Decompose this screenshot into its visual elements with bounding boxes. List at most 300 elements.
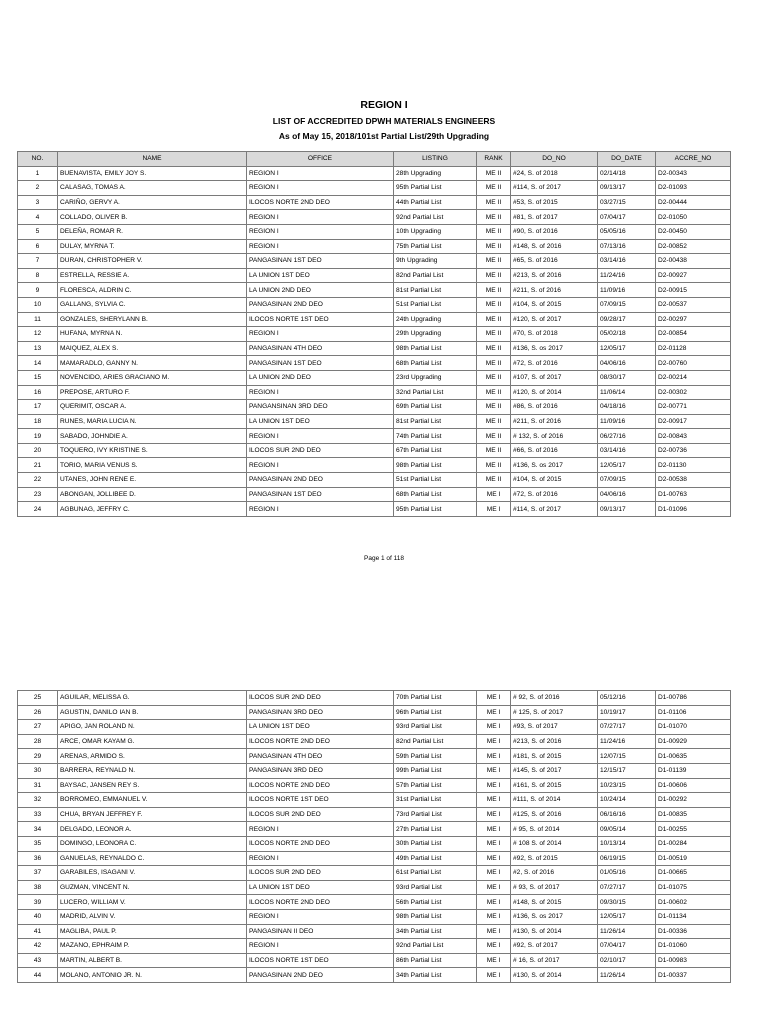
- table-row: [18, 895, 731, 910]
- cell-office: REGION I: [247, 822, 394, 837]
- cell-name: GANUELAS, REYNALDO C.: [58, 851, 247, 866]
- cell-accre-no: D1-01070: [656, 720, 731, 735]
- cell-name: QUERIMIT, OSCAR A.: [58, 400, 247, 415]
- cell-rank: ME II: [477, 458, 511, 473]
- cell-no: 19: [18, 429, 58, 444]
- cell-do-date: 09/05/14: [598, 822, 656, 837]
- cell-rank: ME I: [477, 968, 511, 983]
- cell-office: PANGASINAN 1ST DEO: [247, 487, 394, 502]
- cell-name: TORIO, MARIA VENUS S.: [58, 458, 247, 473]
- table-row: [18, 429, 731, 444]
- cell-office: ILOCOS SUR 2ND DEO: [247, 866, 394, 881]
- cell-no: 39: [18, 895, 58, 910]
- cell-listing: 51st Partial List: [394, 297, 477, 312]
- table-row: [18, 166, 731, 181]
- cell-accre-no: D2-00852: [656, 239, 731, 254]
- cell-name: AGUSTIN, DANILO IAN B.: [58, 705, 247, 720]
- cell-office: ILOCOS SUR 2ND DEO: [247, 807, 394, 822]
- cell-rank: ME II: [477, 356, 511, 371]
- cell-name: TOQUERO, IVY KRISTINE S.: [58, 443, 247, 458]
- cell-rank: ME I: [477, 734, 511, 749]
- col-header-office: OFFICE: [247, 152, 394, 167]
- cell-accre-no: D1-00602: [656, 895, 731, 910]
- cell-no: 26: [18, 705, 58, 720]
- cell-do-no: #24, S. of 2018: [511, 166, 598, 181]
- cell-do-no: #104, S. of 2015: [511, 297, 598, 312]
- cell-office: ILOCOS SUR 2ND DEO: [247, 691, 394, 706]
- table-row: [18, 734, 731, 749]
- cell-do-no: #53, S. of 2015: [511, 195, 598, 210]
- cell-do-no: #120, S. of 2017: [511, 312, 598, 327]
- cell-do-no: #211, S. of 2016: [511, 414, 598, 429]
- cell-name: ESTRELLA, RESSIE A.: [58, 268, 247, 283]
- cell-name: MADRID, ALVIN V.: [58, 909, 247, 924]
- table-row: [18, 297, 731, 312]
- as-of-line: As of May 15, 2018/101st Partial List/29th Upgrading: [278, 131, 490, 141]
- cell-do-no: #2, S. of 2016: [511, 866, 598, 881]
- cell-accre-no: D1-00336: [656, 924, 731, 939]
- cell-do-date: 09/30/15: [598, 895, 656, 910]
- cell-office: PANGASINAN 3RD DEO: [247, 705, 394, 720]
- cell-do-no: #130, S. of 2014: [511, 924, 598, 939]
- cell-do-no: #130, S. of 2014: [511, 968, 598, 983]
- cell-no: 13: [18, 341, 58, 356]
- cell-office: REGION I: [247, 239, 394, 254]
- cell-office: REGION I: [247, 166, 394, 181]
- table-row: [18, 370, 731, 385]
- cell-name: APIGO, JAN ROLAND N.: [58, 720, 247, 735]
- table-row: [18, 836, 731, 851]
- cell-listing: 68th Partial List: [394, 487, 477, 502]
- cell-do-no: #104, S. of 2015: [511, 473, 598, 488]
- cell-do-no: #125, S. of 2016: [511, 807, 598, 822]
- cell-office: PANGASINAN 1ST DEO: [247, 356, 394, 371]
- cell-do-no: #114, S. of 2017: [511, 502, 598, 517]
- cell-rank: ME I: [477, 851, 511, 866]
- cell-listing: 82nd Partial List: [394, 734, 477, 749]
- cell-listing: 95th Partial List: [394, 181, 477, 196]
- cell-accre-no: D2-01130: [656, 458, 731, 473]
- cell-listing: 67th Partial List: [394, 443, 477, 458]
- document-header: [0, 98, 768, 143]
- cell-accre-no: D2-00927: [656, 268, 731, 283]
- cell-name: SABADO, JOHNDIE A.: [58, 429, 247, 444]
- cell-office: PANGASINAN 4TH DEO: [247, 341, 394, 356]
- cell-rank: ME I: [477, 866, 511, 881]
- cell-name: MAMARADLO, GANNY N.: [58, 356, 247, 371]
- cell-accre-no: D2-00444: [656, 195, 731, 210]
- cell-no: 37: [18, 866, 58, 881]
- cell-listing: 81st Partial List: [394, 414, 477, 429]
- cell-office: PANGASINAN 3RD DEO: [247, 763, 394, 778]
- cell-accre-no: D1-00635: [656, 749, 731, 764]
- cell-rank: ME I: [477, 793, 511, 808]
- cell-name: GUZMAN, VINCENT N.: [58, 880, 247, 895]
- cell-no: 21: [18, 458, 58, 473]
- cell-no: 34: [18, 822, 58, 837]
- table-row: [18, 181, 731, 196]
- table-row: [18, 268, 731, 283]
- cell-name: BUENAVISTA, EMILY JOY S.: [58, 166, 247, 181]
- cell-office: REGION I: [247, 502, 394, 517]
- cell-no: 33: [18, 807, 58, 822]
- col-header-listing: LISTING: [394, 152, 477, 167]
- cell-do-no: # 108 S. of 2014: [511, 836, 598, 851]
- cell-listing: 74th Partial List: [394, 429, 477, 444]
- cell-do-date: 02/14/18: [598, 166, 656, 181]
- cell-accre-no: D1-00665: [656, 866, 731, 881]
- cell-rank: ME I: [477, 778, 511, 793]
- cell-no: 7: [18, 254, 58, 269]
- cell-no: 32: [18, 793, 58, 808]
- cell-listing: 31st Partial List: [394, 793, 477, 808]
- cell-listing: 86th Partial List: [394, 953, 477, 968]
- cell-do-date: 07/13/16: [598, 239, 656, 254]
- cell-accre-no: D2-00537: [656, 297, 731, 312]
- table-row: [18, 254, 731, 269]
- cell-rank: ME I: [477, 720, 511, 735]
- table-row: [18, 822, 731, 837]
- cell-rank: ME II: [477, 166, 511, 181]
- cell-office: REGION I: [247, 458, 394, 473]
- cell-accre-no: D1-00606: [656, 778, 731, 793]
- cell-do-no: #148, S. of 2015: [511, 895, 598, 910]
- cell-office: PANGASINAN II DEO: [247, 924, 394, 939]
- cell-accre-no: D2-00214: [656, 370, 731, 385]
- cell-do-date: 10/13/14: [598, 836, 656, 851]
- cell-name: DOMINGO, LEONORA C.: [58, 836, 247, 851]
- cell-no: 12: [18, 327, 58, 342]
- cell-do-date: 12/07/15: [598, 749, 656, 764]
- cell-do-no: #72, S. of 2016: [511, 356, 598, 371]
- cell-listing: 10th Upgrading: [394, 224, 477, 239]
- cell-do-date: 07/09/15: [598, 473, 656, 488]
- cell-do-date: 07/04/17: [598, 939, 656, 954]
- cell-listing: 81st Partial List: [394, 283, 477, 298]
- cell-name: CALASAG, TOMAS A.: [58, 181, 247, 196]
- cell-rank: ME II: [477, 473, 511, 488]
- cell-no: 43: [18, 953, 58, 968]
- table-row: [18, 691, 731, 706]
- cell-rank: ME I: [477, 749, 511, 764]
- cell-listing: 49th Partial List: [394, 851, 477, 866]
- col-header-rank: RANK: [477, 152, 511, 167]
- cell-office: ILOCOS NORTE 1ST DEO: [247, 312, 394, 327]
- cell-name: ARCE, OMAR KAYAM G.: [58, 734, 247, 749]
- cell-office: ILOCOS NORTE 2ND DEO: [247, 836, 394, 851]
- cell-accre-no: D2-00843: [656, 429, 731, 444]
- cell-do-date: 12/05/17: [598, 458, 656, 473]
- cell-do-no: #107, S. of 2017: [511, 370, 598, 385]
- cell-office: ILOCOS NORTE 2ND DEO: [247, 195, 394, 210]
- cell-rank: ME I: [477, 880, 511, 895]
- table-row: [18, 880, 731, 895]
- cell-do-no: #161, S. of 2015: [511, 778, 598, 793]
- cell-do-date: 09/13/17: [598, 502, 656, 517]
- cell-listing: 92nd Partial List: [394, 939, 477, 954]
- cell-accre-no: D1-00519: [656, 851, 731, 866]
- cell-rank: ME I: [477, 836, 511, 851]
- cell-name: FLORESCA, ALDRIN C.: [58, 283, 247, 298]
- cell-rank: ME II: [477, 195, 511, 210]
- col-header-no: NO.: [18, 152, 58, 167]
- table-row: [18, 807, 731, 822]
- cell-rank: ME I: [477, 691, 511, 706]
- cell-accre-no: D2-00771: [656, 400, 731, 415]
- cell-listing: 68th Partial List: [394, 356, 477, 371]
- cell-do-date: 11/24/16: [598, 734, 656, 749]
- cell-office: ILOCOS SUR 2ND DEO: [247, 443, 394, 458]
- table-row: [18, 341, 731, 356]
- table-row: [18, 385, 731, 400]
- table-row: [18, 473, 731, 488]
- cell-no: 41: [18, 924, 58, 939]
- cell-name: GARABILES, ISAGANI V.: [58, 866, 247, 881]
- cell-no: 22: [18, 473, 58, 488]
- cell-rank: ME II: [477, 312, 511, 327]
- cell-office: ILOCOS NORTE 2ND DEO: [247, 895, 394, 910]
- table-row: [18, 705, 731, 720]
- cell-rank: ME II: [477, 283, 511, 298]
- cell-no: 1: [18, 166, 58, 181]
- cell-do-date: 12/05/17: [598, 341, 656, 356]
- cell-no: 5: [18, 224, 58, 239]
- cell-do-date: 10/19/17: [598, 705, 656, 720]
- cell-listing: 28th Upgrading: [394, 166, 477, 181]
- cell-rank: ME II: [477, 370, 511, 385]
- cell-do-no: #72, S. of 2016: [511, 487, 598, 502]
- cell-no: 36: [18, 851, 58, 866]
- cell-listing: 32nd Partial List: [394, 385, 477, 400]
- cell-do-date: 07/27/17: [598, 720, 656, 735]
- cell-do-no: #93, S. of 2017: [511, 720, 598, 735]
- cell-listing: 98th Partial List: [394, 341, 477, 356]
- cell-listing: 27th Partial List: [394, 822, 477, 837]
- cell-rank: ME II: [477, 268, 511, 283]
- cell-rank: ME I: [477, 487, 511, 502]
- cell-no: 24: [18, 502, 58, 517]
- cell-name: ARENAS, ARMIDO S.: [58, 749, 247, 764]
- cell-no: 17: [18, 400, 58, 415]
- cell-rank: ME II: [477, 443, 511, 458]
- cell-office: REGION I: [247, 851, 394, 866]
- cell-name: DURAN, CHRISTOPHER V.: [58, 254, 247, 269]
- cell-accre-no: D2-00854: [656, 327, 731, 342]
- cell-listing: 9th Upgrading: [394, 254, 477, 269]
- cell-no: 18: [18, 414, 58, 429]
- cell-office: REGION I: [247, 210, 394, 225]
- cell-office: REGION I: [247, 224, 394, 239]
- table-row: [18, 487, 731, 502]
- cell-name: AGBUNAG, JEFFRY C.: [58, 502, 247, 517]
- cell-office: ILOCOS NORTE 2ND DEO: [247, 778, 394, 793]
- cell-office: LA UNION 1ST DEO: [247, 268, 394, 283]
- cell-name: ABONGAN, JOLLIBEE D.: [58, 487, 247, 502]
- cell-do-no: # 132, S. of 2016: [511, 429, 598, 444]
- cell-office: REGION I: [247, 327, 394, 342]
- cell-listing: 70th Partial List: [394, 691, 477, 706]
- cell-do-date: 04/18/16: [598, 400, 656, 415]
- cell-do-date: 10/24/14: [598, 793, 656, 808]
- table-row: [18, 924, 731, 939]
- cell-accre-no: D2-00917: [656, 414, 731, 429]
- table-row: [18, 312, 731, 327]
- cell-listing: 75th Partial List: [394, 239, 477, 254]
- cell-no: 25: [18, 691, 58, 706]
- cell-office: PANGASINAN 2ND DEO: [247, 473, 394, 488]
- cell-name: CARIÑO, GERVY A.: [58, 195, 247, 210]
- cell-rank: ME II: [477, 400, 511, 415]
- cell-office: LA UNION 2ND DEO: [247, 370, 394, 385]
- cell-office: PANGASINAN 2ND DEO: [247, 297, 394, 312]
- cell-office: ILOCOS NORTE 2ND DEO: [247, 734, 394, 749]
- cell-accre-no: D1-01106: [656, 705, 731, 720]
- cell-do-date: 06/19/15: [598, 851, 656, 866]
- cell-do-no: #66, S. of 2016: [511, 443, 598, 458]
- col-header-do-no: DO_NO: [511, 152, 598, 167]
- cell-rank: ME II: [477, 429, 511, 444]
- cell-accre-no: D1-01060: [656, 939, 731, 954]
- cell-listing: 98th Partial List: [394, 458, 477, 473]
- cell-do-date: 02/10/17: [598, 953, 656, 968]
- cell-accre-no: D1-00292: [656, 793, 731, 808]
- cell-accre-no: D2-00538: [656, 473, 731, 488]
- cell-no: 42: [18, 939, 58, 954]
- cell-no: 15: [18, 370, 58, 385]
- cell-no: 23: [18, 487, 58, 502]
- cell-listing: 93rd Partial List: [394, 880, 477, 895]
- cell-listing: 23rd Upgrading: [394, 370, 477, 385]
- table-row: [18, 866, 731, 881]
- cell-office: ILOCOS NORTE 1ST DEO: [247, 953, 394, 968]
- cell-do-date: 10/23/15: [598, 778, 656, 793]
- cell-rank: ME I: [477, 822, 511, 837]
- table-row: [18, 909, 731, 924]
- cell-name: DULAY, MYRNA T.: [58, 239, 247, 254]
- cell-listing: 51st Partial List: [394, 473, 477, 488]
- cell-no: 16: [18, 385, 58, 400]
- cell-name: AGUILAR, MELISSA G.: [58, 691, 247, 706]
- col-header-do-date: DO_DATE: [598, 152, 656, 167]
- cell-listing: 34th Partial List: [394, 924, 477, 939]
- cell-name: MAGLIBA, PAUL P.: [58, 924, 247, 939]
- cell-do-date: 07/27/17: [598, 880, 656, 895]
- cell-do-date: 01/05/16: [598, 866, 656, 881]
- cell-listing: 30th Partial List: [394, 836, 477, 851]
- cell-listing: 95th Partial List: [394, 502, 477, 517]
- page-number: Page 1 of 118: [364, 555, 404, 562]
- cell-do-no: #81, S. of 2017: [511, 210, 598, 225]
- cell-do-date: 09/28/17: [598, 312, 656, 327]
- cell-listing: 98th Partial List: [394, 909, 477, 924]
- table-row: [18, 224, 731, 239]
- cell-do-date: 03/14/16: [598, 254, 656, 269]
- cell-rank: ME I: [477, 909, 511, 924]
- cell-accre-no: D1-00337: [656, 968, 731, 983]
- cell-office: LA UNION 2ND DEO: [247, 283, 394, 298]
- cell-listing: 93rd Partial List: [394, 720, 477, 735]
- cell-name: MAIQUEZ, ALEX S.: [58, 341, 247, 356]
- table-row: [18, 502, 731, 517]
- cell-office: REGION I: [247, 181, 394, 196]
- cell-office: LA UNION 1ST DEO: [247, 880, 394, 895]
- table-row: [18, 851, 731, 866]
- cell-no: 10: [18, 297, 58, 312]
- cell-rank: ME II: [477, 327, 511, 342]
- cell-name: UTANES, JOHN RENE E.: [58, 473, 247, 488]
- table-row: [18, 458, 731, 473]
- cell-office: REGION I: [247, 429, 394, 444]
- table-row: [18, 763, 731, 778]
- cell-office: ILOCOS NORTE 1ST DEO: [247, 793, 394, 808]
- table-row: [18, 443, 731, 458]
- cell-do-no: #65, S. of 2016: [511, 254, 598, 269]
- cell-do-no: # 93, S. of 2017: [511, 880, 598, 895]
- cell-do-date: 06/27/16: [598, 429, 656, 444]
- cell-accre-no: D1-00983: [656, 953, 731, 968]
- cell-name: DELGADO, LEONOR A.: [58, 822, 247, 837]
- cell-accre-no: D1-00786: [656, 691, 731, 706]
- cell-do-no: #136, S. os 2017: [511, 909, 598, 924]
- cell-rank: ME I: [477, 924, 511, 939]
- cell-do-no: # 95, S. of 2014: [511, 822, 598, 837]
- cell-listing: 96th Partial List: [394, 705, 477, 720]
- cell-listing: 44th Partial List: [394, 195, 477, 210]
- cell-rank: ME II: [477, 297, 511, 312]
- cell-listing: 92nd Partial List: [394, 210, 477, 225]
- cell-office: REGION I: [247, 385, 394, 400]
- cell-name: PREPOSE, ARTURO F.: [58, 385, 247, 400]
- cell-no: 6: [18, 239, 58, 254]
- cell-no: 9: [18, 283, 58, 298]
- cell-name: NOVENCIDO, ARIES GRACIANO M.: [58, 370, 247, 385]
- table-row: [18, 414, 731, 429]
- cell-name: CHUA, BRYAN JEFFREY F.: [58, 807, 247, 822]
- cell-accre-no: D1-01096: [656, 502, 731, 517]
- cell-do-date: 07/09/15: [598, 297, 656, 312]
- cell-accre-no: D1-00763: [656, 487, 731, 502]
- cell-do-no: #181, S. of 2015: [511, 749, 598, 764]
- cell-do-no: #145, S. of 2017: [511, 763, 598, 778]
- table-row: [18, 400, 731, 415]
- table-row: [18, 720, 731, 735]
- cell-office: PANGASINAN 4TH DEO: [247, 749, 394, 764]
- cell-no: 27: [18, 720, 58, 735]
- cell-no: 14: [18, 356, 58, 371]
- cell-listing: 82nd Partial List: [394, 268, 477, 283]
- cell-no: 11: [18, 312, 58, 327]
- cell-accre-no: D1-00284: [656, 836, 731, 851]
- cell-accre-no: D1-00835: [656, 807, 731, 822]
- cell-listing: 29th Upgrading: [394, 327, 477, 342]
- cell-listing: 24th Upgrading: [394, 312, 477, 327]
- table-row: [18, 283, 731, 298]
- cell-rank: ME II: [477, 385, 511, 400]
- cell-do-date: 11/06/14: [598, 385, 656, 400]
- cell-listing: 73rd Partial List: [394, 807, 477, 822]
- cell-name: GALLANG, SYLVIA C.: [58, 297, 247, 312]
- cell-accre-no: D1-01075: [656, 880, 731, 895]
- cell-rank: ME I: [477, 763, 511, 778]
- table-row: [18, 939, 731, 954]
- cell-do-date: 04/06/16: [598, 487, 656, 502]
- cell-rank: ME I: [477, 939, 511, 954]
- cell-listing: 69th Partial List: [394, 400, 477, 415]
- cell-do-date: 11/26/14: [598, 968, 656, 983]
- list-title: LIST OF ACCREDITED DPWH MATERIALS ENGINEERS: [272, 116, 496, 126]
- cell-rank: ME II: [477, 254, 511, 269]
- cell-do-no: #70, S. of 2018: [511, 327, 598, 342]
